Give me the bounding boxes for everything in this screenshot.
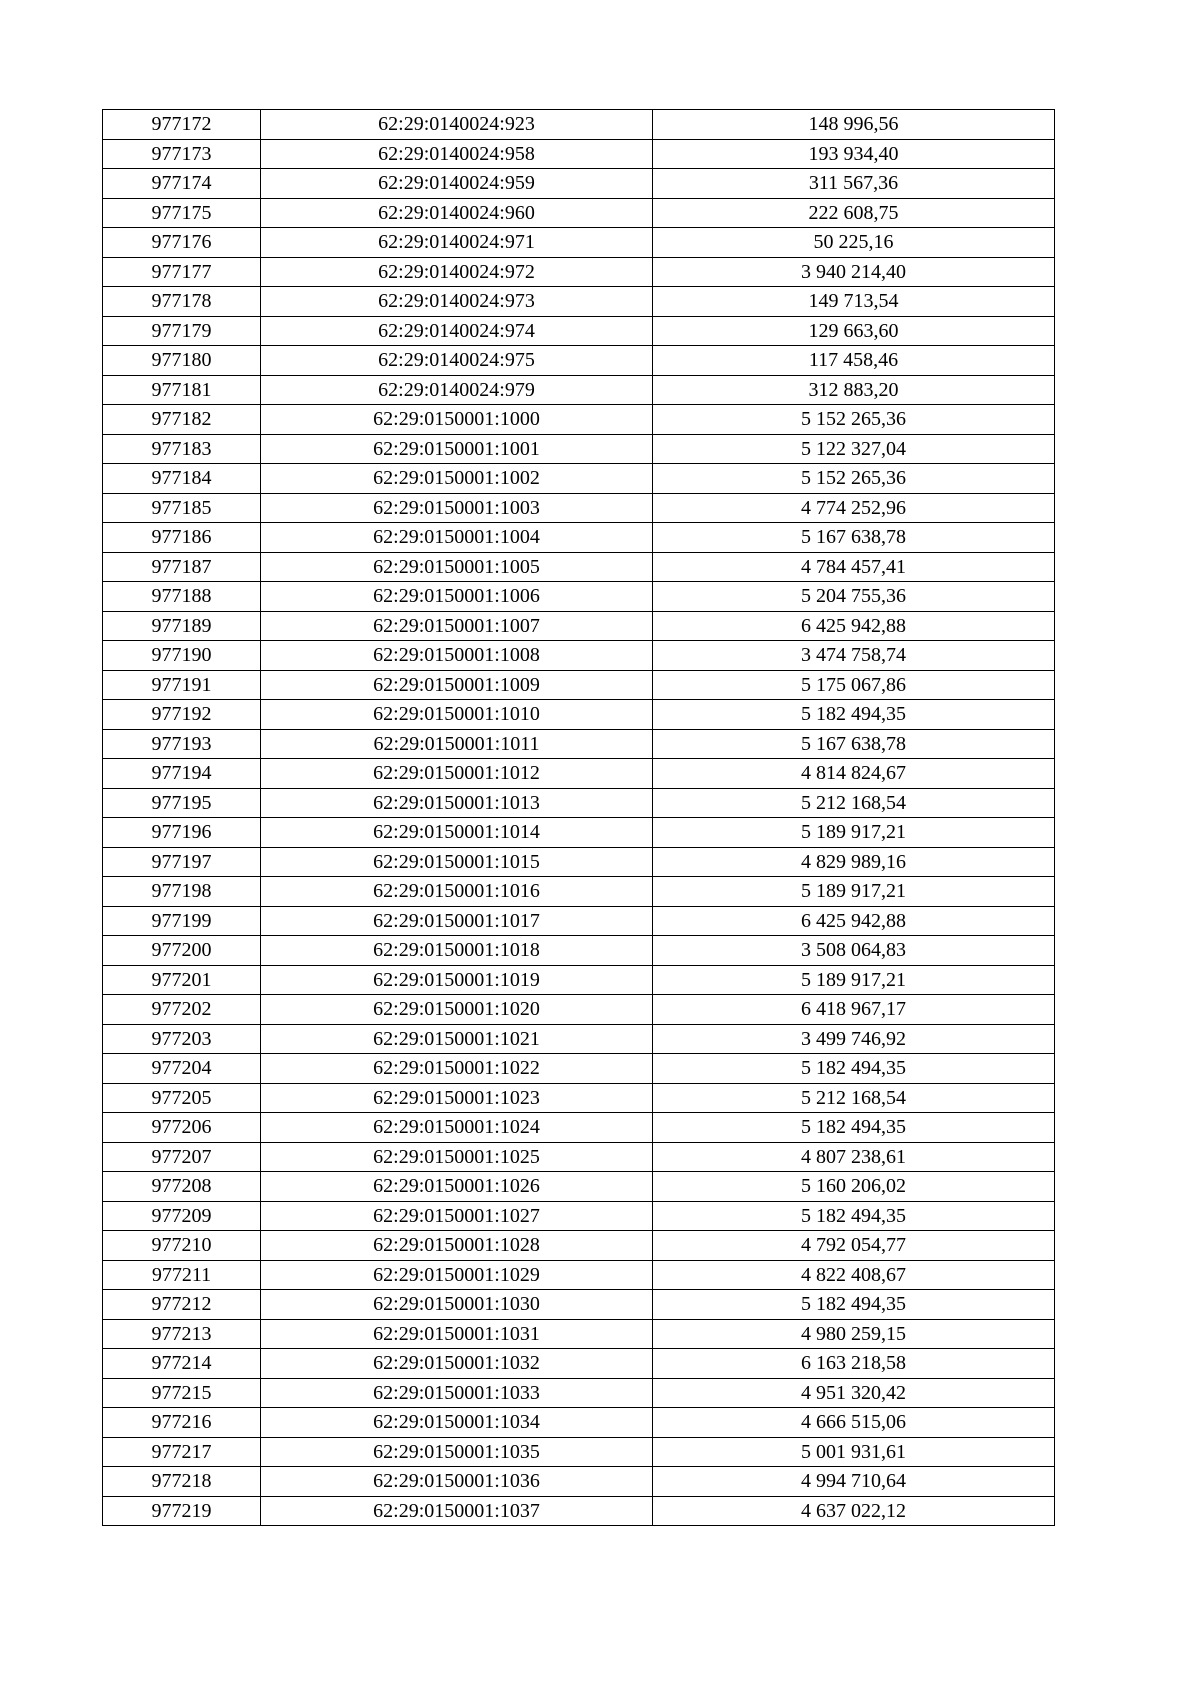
- cadastral-number-cell: 62:29:0150001:1036: [261, 1467, 653, 1497]
- table-row: [103, 936, 1055, 966]
- table-row: [103, 1201, 1055, 1231]
- table-row: [103, 995, 1055, 1025]
- record-number-cell: 977193: [103, 729, 261, 759]
- record-number-cell: 977183: [103, 434, 261, 464]
- data-table: [102, 109, 1055, 1526]
- cadastral-number-cell: 62:29:0150001:1004: [261, 523, 653, 553]
- value-cell: 4 637 022,12: [653, 1496, 1055, 1526]
- record-number-cell: 977178: [103, 287, 261, 317]
- value-cell: 5 182 494,35: [653, 1201, 1055, 1231]
- cadastral-number-cell: 62:29:0150001:1009: [261, 670, 653, 700]
- table-row: [103, 523, 1055, 553]
- record-number-cell: 977212: [103, 1290, 261, 1320]
- table-row: [103, 375, 1055, 405]
- table-row: [103, 847, 1055, 877]
- value-cell: 5 160 206,02: [653, 1172, 1055, 1202]
- record-number-cell: 977213: [103, 1319, 261, 1349]
- cadastral-number-cell: 62:29:0150001:1001: [261, 434, 653, 464]
- cadastral-number-cell: 62:29:0150001:1029: [261, 1260, 653, 1290]
- table-row: [103, 1142, 1055, 1172]
- value-cell: 5 189 917,21: [653, 965, 1055, 995]
- cadastral-number-cell: 62:29:0140024:973: [261, 287, 653, 317]
- record-number-cell: 977189: [103, 611, 261, 641]
- cadastral-number-cell: 62:29:0150001:1021: [261, 1024, 653, 1054]
- value-cell: 5 152 265,36: [653, 464, 1055, 494]
- record-number-cell: 977190: [103, 641, 261, 671]
- value-cell: 4 814 824,67: [653, 759, 1055, 789]
- record-number-cell: 977194: [103, 759, 261, 789]
- cadastral-number-cell: 62:29:0150001:1032: [261, 1349, 653, 1379]
- cadastral-number-cell: 62:29:0140024:959: [261, 169, 653, 199]
- table-row: [103, 1054, 1055, 1084]
- table-body: [103, 110, 1055, 1526]
- cadastral-number-cell: 62:29:0150001:1022: [261, 1054, 653, 1084]
- value-cell: 3 508 064,83: [653, 936, 1055, 966]
- cadastral-number-cell: 62:29:0150001:1031: [261, 1319, 653, 1349]
- cadastral-number-cell: 62:29:0150001:1012: [261, 759, 653, 789]
- record-number-cell: 977218: [103, 1467, 261, 1497]
- value-cell: 5 167 638,78: [653, 729, 1055, 759]
- table-row: [103, 1260, 1055, 1290]
- cadastral-number-cell: 62:29:0150001:1026: [261, 1172, 653, 1202]
- table-row: [103, 965, 1055, 995]
- value-cell: 148 996,56: [653, 110, 1055, 140]
- table-row: [103, 1290, 1055, 1320]
- cadastral-number-cell: 62:29:0150001:1008: [261, 641, 653, 671]
- value-cell: 3 940 214,40: [653, 257, 1055, 287]
- cadastral-number-cell: 62:29:0150001:1015: [261, 847, 653, 877]
- value-cell: 5 212 168,54: [653, 788, 1055, 818]
- cadastral-number-cell: 62:29:0150001:1024: [261, 1113, 653, 1143]
- record-number-cell: 977206: [103, 1113, 261, 1143]
- cadastral-number-cell: 62:29:0140024:923: [261, 110, 653, 140]
- table-row: [103, 1378, 1055, 1408]
- table-row: [103, 257, 1055, 287]
- cadastral-number-cell: 62:29:0150001:1028: [261, 1231, 653, 1261]
- table-row: [103, 552, 1055, 582]
- cadastral-number-cell: 62:29:0150001:1011: [261, 729, 653, 759]
- record-number-cell: 977196: [103, 818, 261, 848]
- value-cell: 149 713,54: [653, 287, 1055, 317]
- record-number-cell: 977202: [103, 995, 261, 1025]
- cadastral-number-cell: 62:29:0150001:1007: [261, 611, 653, 641]
- value-cell: 4 994 710,64: [653, 1467, 1055, 1497]
- record-number-cell: 977205: [103, 1083, 261, 1113]
- table-row: [103, 405, 1055, 435]
- value-cell: 4 980 259,15: [653, 1319, 1055, 1349]
- table-row: [103, 818, 1055, 848]
- cadastral-number-cell: 62:29:0150001:1005: [261, 552, 653, 582]
- value-cell: 5 182 494,35: [653, 1290, 1055, 1320]
- value-cell: 5 204 755,36: [653, 582, 1055, 612]
- table-row: [103, 110, 1055, 140]
- record-number-cell: 977200: [103, 936, 261, 966]
- value-cell: 312 883,20: [653, 375, 1055, 405]
- table-row: [103, 493, 1055, 523]
- cadastral-number-cell: 62:29:0150001:1020: [261, 995, 653, 1025]
- record-number-cell: 977172: [103, 110, 261, 140]
- cadastral-number-cell: 62:29:0150001:1013: [261, 788, 653, 818]
- table-row: [103, 1172, 1055, 1202]
- value-cell: 3 474 758,74: [653, 641, 1055, 671]
- value-cell: 4 822 408,67: [653, 1260, 1055, 1290]
- cadastral-number-cell: 62:29:0150001:1010: [261, 700, 653, 730]
- cadastral-number-cell: 62:29:0150001:1014: [261, 818, 653, 848]
- record-number-cell: 977173: [103, 139, 261, 169]
- record-number-cell: 977191: [103, 670, 261, 700]
- record-number-cell: 977187: [103, 552, 261, 582]
- cadastral-number-cell: 62:29:0140024:960: [261, 198, 653, 228]
- table-row: [103, 1319, 1055, 1349]
- cadastral-number-cell: 62:29:0150001:1000: [261, 405, 653, 435]
- cadastral-number-cell: 62:29:0150001:1023: [261, 1083, 653, 1113]
- table-row: [103, 1408, 1055, 1438]
- table-row: [103, 1231, 1055, 1261]
- table-row: [103, 1113, 1055, 1143]
- value-cell: 5 182 494,35: [653, 700, 1055, 730]
- table-row: [103, 641, 1055, 671]
- record-number-cell: 977217: [103, 1437, 261, 1467]
- value-cell: 4 807 238,61: [653, 1142, 1055, 1172]
- table-row: [103, 169, 1055, 199]
- value-cell: 5 182 494,35: [653, 1113, 1055, 1143]
- value-cell: 5 122 327,04: [653, 434, 1055, 464]
- cadastral-number-cell: 62:29:0150001:1017: [261, 906, 653, 936]
- record-number-cell: 977211: [103, 1260, 261, 1290]
- value-cell: 5 212 168,54: [653, 1083, 1055, 1113]
- value-cell: 117 458,46: [653, 346, 1055, 376]
- record-number-cell: 977215: [103, 1378, 261, 1408]
- cadastral-number-cell: 62:29:0150001:1034: [261, 1408, 653, 1438]
- table-row: [103, 1349, 1055, 1379]
- record-number-cell: 977203: [103, 1024, 261, 1054]
- record-number-cell: 977214: [103, 1349, 261, 1379]
- table-row: [103, 287, 1055, 317]
- record-number-cell: 977174: [103, 169, 261, 199]
- cadastral-number-cell: 62:29:0150001:1018: [261, 936, 653, 966]
- record-number-cell: 977204: [103, 1054, 261, 1084]
- value-cell: 4 784 457,41: [653, 552, 1055, 582]
- value-cell: 3 499 746,92: [653, 1024, 1055, 1054]
- cadastral-number-cell: 62:29:0150001:1019: [261, 965, 653, 995]
- cadastral-number-cell: 62:29:0150001:1030: [261, 1290, 653, 1320]
- record-number-cell: 977184: [103, 464, 261, 494]
- record-number-cell: 977180: [103, 346, 261, 376]
- table-row: [103, 582, 1055, 612]
- table-row: [103, 316, 1055, 346]
- value-cell: 193 934,40: [653, 139, 1055, 169]
- table-row: [103, 198, 1055, 228]
- table-row: [103, 228, 1055, 258]
- value-cell: 6 425 942,88: [653, 611, 1055, 641]
- table-row: [103, 670, 1055, 700]
- cadastral-number-cell: 62:29:0140024:971: [261, 228, 653, 258]
- record-number-cell: 977185: [103, 493, 261, 523]
- record-number-cell: 977208: [103, 1172, 261, 1202]
- record-number-cell: 977197: [103, 847, 261, 877]
- table-row: [103, 1437, 1055, 1467]
- record-number-cell: 977201: [103, 965, 261, 995]
- table-row: [103, 759, 1055, 789]
- value-cell: 129 663,60: [653, 316, 1055, 346]
- record-number-cell: 977182: [103, 405, 261, 435]
- cadastral-number-cell: 62:29:0150001:1033: [261, 1378, 653, 1408]
- value-cell: 5 182 494,35: [653, 1054, 1055, 1084]
- value-cell: 6 163 218,58: [653, 1349, 1055, 1379]
- value-cell: 222 608,75: [653, 198, 1055, 228]
- value-cell: 311 567,36: [653, 169, 1055, 199]
- table-row: [103, 906, 1055, 936]
- value-cell: 6 418 967,17: [653, 995, 1055, 1025]
- cadastral-number-cell: 62:29:0140024:975: [261, 346, 653, 376]
- value-cell: 4 774 252,96: [653, 493, 1055, 523]
- value-cell: 4 829 989,16: [653, 847, 1055, 877]
- table-row: [103, 611, 1055, 641]
- value-cell: 50 225,16: [653, 228, 1055, 258]
- cadastral-number-cell: 62:29:0150001:1003: [261, 493, 653, 523]
- table-row: [103, 729, 1055, 759]
- table-row: [103, 877, 1055, 907]
- record-number-cell: 977198: [103, 877, 261, 907]
- value-cell: 5 152 265,36: [653, 405, 1055, 435]
- value-cell: 5 189 917,21: [653, 877, 1055, 907]
- table-row: [103, 700, 1055, 730]
- record-number-cell: 977177: [103, 257, 261, 287]
- cadastral-number-cell: 62:29:0140024:979: [261, 375, 653, 405]
- table-row: [103, 434, 1055, 464]
- value-cell: 4 951 320,42: [653, 1378, 1055, 1408]
- table-row: [103, 1467, 1055, 1497]
- value-cell: 4 666 515,06: [653, 1408, 1055, 1438]
- cadastral-number-cell: 62:29:0140024:972: [261, 257, 653, 287]
- record-number-cell: 977192: [103, 700, 261, 730]
- value-cell: 5 167 638,78: [653, 523, 1055, 553]
- cadastral-number-cell: 62:29:0150001:1035: [261, 1437, 653, 1467]
- record-number-cell: 977219: [103, 1496, 261, 1526]
- value-cell: 6 425 942,88: [653, 906, 1055, 936]
- cadastral-number-cell: 62:29:0150001:1037: [261, 1496, 653, 1526]
- value-cell: 5 189 917,21: [653, 818, 1055, 848]
- table-row: [103, 1024, 1055, 1054]
- table-row: [103, 346, 1055, 376]
- record-number-cell: 977179: [103, 316, 261, 346]
- cadastral-number-cell: 62:29:0150001:1006: [261, 582, 653, 612]
- value-cell: 4 792 054,77: [653, 1231, 1055, 1261]
- record-number-cell: 977175: [103, 198, 261, 228]
- cadastral-number-cell: 62:29:0150001:1027: [261, 1201, 653, 1231]
- value-cell: 5 175 067,86: [653, 670, 1055, 700]
- table-row: [103, 1496, 1055, 1526]
- cadastral-number-cell: 62:29:0140024:958: [261, 139, 653, 169]
- record-number-cell: 977207: [103, 1142, 261, 1172]
- record-number-cell: 977186: [103, 523, 261, 553]
- record-number-cell: 977176: [103, 228, 261, 258]
- table-row: [103, 464, 1055, 494]
- table-row: [103, 1083, 1055, 1113]
- record-number-cell: 977188: [103, 582, 261, 612]
- record-number-cell: 977216: [103, 1408, 261, 1438]
- cadastral-number-cell: 62:29:0140024:974: [261, 316, 653, 346]
- record-number-cell: 977199: [103, 906, 261, 936]
- cadastral-number-cell: 62:29:0150001:1025: [261, 1142, 653, 1172]
- record-number-cell: 977210: [103, 1231, 261, 1261]
- record-number-cell: 977181: [103, 375, 261, 405]
- table-row: [103, 139, 1055, 169]
- table-row: [103, 788, 1055, 818]
- record-number-cell: 977209: [103, 1201, 261, 1231]
- cadastral-number-cell: 62:29:0150001:1016: [261, 877, 653, 907]
- record-number-cell: 977195: [103, 788, 261, 818]
- value-cell: 5 001 931,61: [653, 1437, 1055, 1467]
- cadastral-number-cell: 62:29:0150001:1002: [261, 464, 653, 494]
